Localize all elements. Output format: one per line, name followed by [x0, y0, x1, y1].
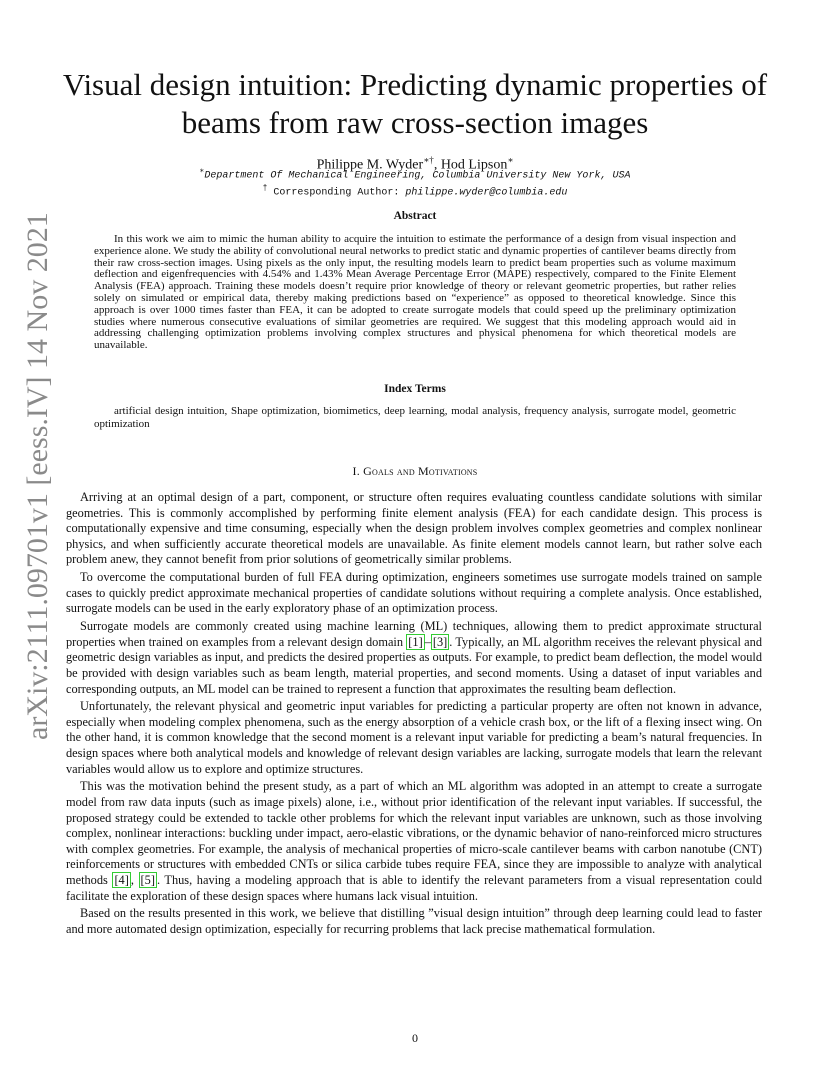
- corresponding-author-line: [40, 183, 790, 200]
- corresponding-author-email[interactable]: philippe.wyder@columbia.edu: [405, 187, 568, 199]
- abstract-heading: Abstract: [393, 210, 437, 222]
- abstract-text: In this work we aim to mimic the human ability to acquire the intuition to estimate the performance of a design from visual inspection and experience alone. We study the ability of convolutional neural networks to predict static and dynamic properties of cantilever beams directly from their raw cross-section images. Using pixels as the only input, the resulting models learn to predict beam properties such as volume maximum deflection and eigenfrequencies with 4.54% and 1.43% Mean Average Percentage Error (MAPE) respectively, compared to the Finite Element Analysis (FEA) approach. Training these models doesn’t require prior knowledge of theory or relevant geometric properties, but rather relies solely on simulated or empirical data, thereby making predictions based on “experience” as opposed to theoretical knowledge. Since this approach is over 1000 times faster than FEA, it can be adopted to create surrogate models that could speed up the preliminary optimization studies where numerous consecutive evaluations of similar geometries are required. We suggest that this modeling approach would aid in addressing challenging optimization problems involving complex structures and physical phenomena for which theoretical models are unavailable.: [94, 233, 736, 352]
- section-body: [66, 490, 762, 940]
- paragraph: Based on the results presented in this work, we believe that distilling ”visual design intuition” through deep learning could lead to faster and more automated design optimization, especially for recurring problems that lack precise mathematical formulation.: [66, 906, 762, 936]
- paragraph: [66, 619, 762, 697]
- paragraph: Arriving at an optimal design of a part, component, or structure often requires evaluating countless candidate solutions with similar geometries. This is commonly accomplished by performing finite element analysis (FEA) for each candidate design. This process is computationally expensive and time consuming, especially when the design problem involves complex geometries and complex nonlinear physics, and when sufficiently accurate theoretical models are unavailable. As finite element models cannot learn, but rather solve each problem anew, they cannot benefit from prior solutions of geometrically similar problems.: [66, 490, 762, 567]
- index-terms-heading: Index Terms: [384, 383, 446, 395]
- page-number: 0: [412, 1031, 418, 1045]
- citation-link[interactable]: [4]: [114, 873, 129, 887]
- arxiv-side-stamp: arXiv:2111.09701v1 [eess.IV] 14 Nov 2021: [21, 212, 54, 740]
- section-title: Goals and Motivations: [363, 464, 478, 478]
- paragraph: To overcome the computational burden of full FEA during optimization, engineers sometimes use surrogate models trained on sample cases to quickly predict approximate mechanical properties of candidate solutions without requiring a complete analysis. Once established, surrogate models can be used in the early exploratory phase of an optimization process.: [66, 570, 762, 616]
- paper-title: Visual design intuition: Predicting dynamic properties of beams from raw cross-section images: [62, 67, 768, 140]
- index-terms-text: artificial design intuition, Shape optimization, biomimetics, deep learning, modal analysis, frequency analysis, surrogate model, geometric optimization: [94, 405, 736, 430]
- section-heading: [40, 464, 790, 479]
- affiliation-mark: ∗: [199, 167, 205, 176]
- citation-link[interactable]: [1]: [408, 634, 423, 649]
- affiliation-text: Department Of Mechanical Engineering, Columbia University New York, USA: [204, 170, 631, 182]
- paragraph: [66, 779, 762, 904]
- author-marks: ∗: [507, 155, 514, 165]
- author-marks: ∗†: [423, 155, 434, 165]
- affiliations: [40, 166, 790, 200]
- section-number: I.: [352, 464, 364, 478]
- corresponding-author-label: Corresponding Author:: [267, 187, 406, 199]
- affiliation-mark: †: [262, 183, 268, 193]
- citation-link[interactable]: [3]: [432, 634, 448, 649]
- affiliation-line: [40, 166, 790, 183]
- author-name: Hod Lipson: [440, 157, 508, 173]
- paragraph-text: . Typically, an ML algorithm receives the relevant physical and geometric design variables as input, and predicts the desired properties as outputs. For example, to predict beam deflection, the model would be provided with design variables such as beam length, material properties, and second moments. Using a dataset of input variables and corresponding outputs, an ML model can be trained to represent a function that approximates the resulting beam deflection.: [66, 634, 762, 696]
- citation-link[interactable]: [5]: [140, 873, 155, 887]
- citation-range-dash: –: [424, 634, 431, 649]
- citation-separator: ,: [130, 873, 139, 887]
- author-separator: ,: [433, 157, 441, 173]
- paragraph: Unfortunately, the relevant physical and geometric input variables for predicting a particular property are often not known in advance, especially when modeling complex phenomena, such as the energy absorption of a vehicle crash box, or the lift of a flexing insect wing. On the other hand, it is common knowledge that the second moment is a relevant input variable for predicting a beam’s natural frequencies. In design spaces where both analytical models and knowledge of relevant design variables are lacking, surrogate models that learn the relevant variables would allow us to explore and optimize structures.: [66, 699, 762, 776]
- paragraph-text: This was the motivation behind the present study, as a part of which an ML algorithm was adopted in an attempt to create a surrogate model from raw data inputs (such as image pixels) alone, i.e., without prior identification of the relevant input variables. If successful, the proposed strategy could be extended to tackle other problems for which the relevant input variables are unknown, such as those involving complex, nonlinear interactions: buckling under impact, aero-elastic vibrations, or the dynamic behavior of nano-reinforced micro structures with complex geometries. For example, the analysis of mechanical properties of micro-scale cantilever beams with carbon nanotube (CNT) reinforcements or structures with embedded CNTs or silica carbide tubes require FEA, since they are impossible to analyze with analytical methods: [66, 779, 762, 887]
- paragraph-text: . Thus, having a modeling approach that is able to identify the relevant parameters from a visual representation could facilitate the exploration of these design spaces where humans lack visual intuition.: [66, 873, 763, 903]
- paragraph-text: Surrogate models are commonly created using machine learning (ML) techniques, allowing them to predict approximate structural properties when trained on examples from a relevant design domain: [66, 619, 762, 649]
- author-name: Philippe M. Wyder: [316, 157, 424, 173]
